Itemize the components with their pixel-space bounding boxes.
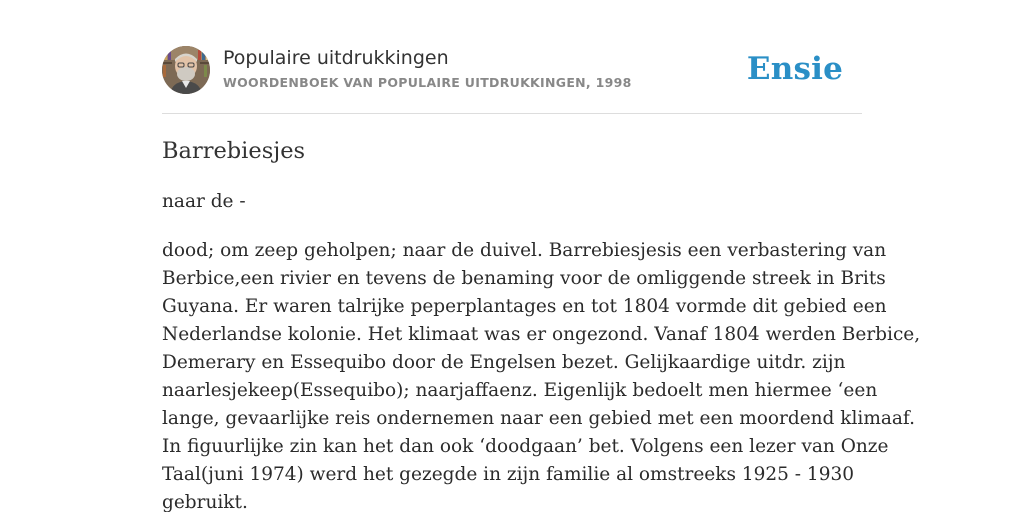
- entry-definition: [162, 237, 921, 512]
- entry-lead: naar de -: [162, 191, 246, 212]
- source-subtitle: WOORDENBOEK VAN POPULAIRE UITDRUKKINGEN, 1998: [223, 75, 632, 90]
- author-portrait-icon: [162, 46, 210, 94]
- definition-line: gebruikt.: [162, 492, 248, 512]
- definition-line: Guyana. Er waren talrijke peperplantages en tot 1804 vormde dit gebied een: [162, 296, 887, 317]
- definition-line: dood; om zeep geholpen; naar de duivel. Barrebiesjesis een verbastering van: [162, 240, 887, 261]
- definition-line: Taal(juni 1974) werd het gezegde in zijn familie al omstreeks 1925 - 1930: [162, 464, 855, 485]
- author-avatar[interactable]: [162, 46, 210, 94]
- definition-line: In figuurlijke zin kan het dan ook ‘doodgaan’ bet. Volgens een lezer van Onze: [162, 436, 889, 457]
- entry-title: Barrebiesjes: [162, 138, 306, 164]
- definition-line: lange, gevaarlijke reis ondernemen naar een gebied met een moordend klimaaf.: [162, 408, 915, 429]
- brand-logo[interactable]: Ensie: [746, 51, 843, 87]
- source-title[interactable]: Populaire uitdrukkingen: [223, 47, 449, 69]
- definition-line: Demerary en Essequibo door de Engelsen bezet. Gelijkaardige uitdr. zijn: [162, 352, 846, 373]
- definition-line: Nederlandse kolonie. Het klimaat was er ongezond. Vanaf 1804 werden Berbice,: [162, 324, 921, 345]
- definition-line: Berbice,een rivier en tevens de benaming voor de omliggende streek in Brits: [162, 268, 886, 289]
- definition-line: naarlesjekeep(Essequibo); naarjaffaenz. Eigenlijk bedoelt men hiermee ‘een: [162, 380, 878, 401]
- header-divider: [162, 113, 862, 114]
- source-header: [162, 46, 862, 96]
